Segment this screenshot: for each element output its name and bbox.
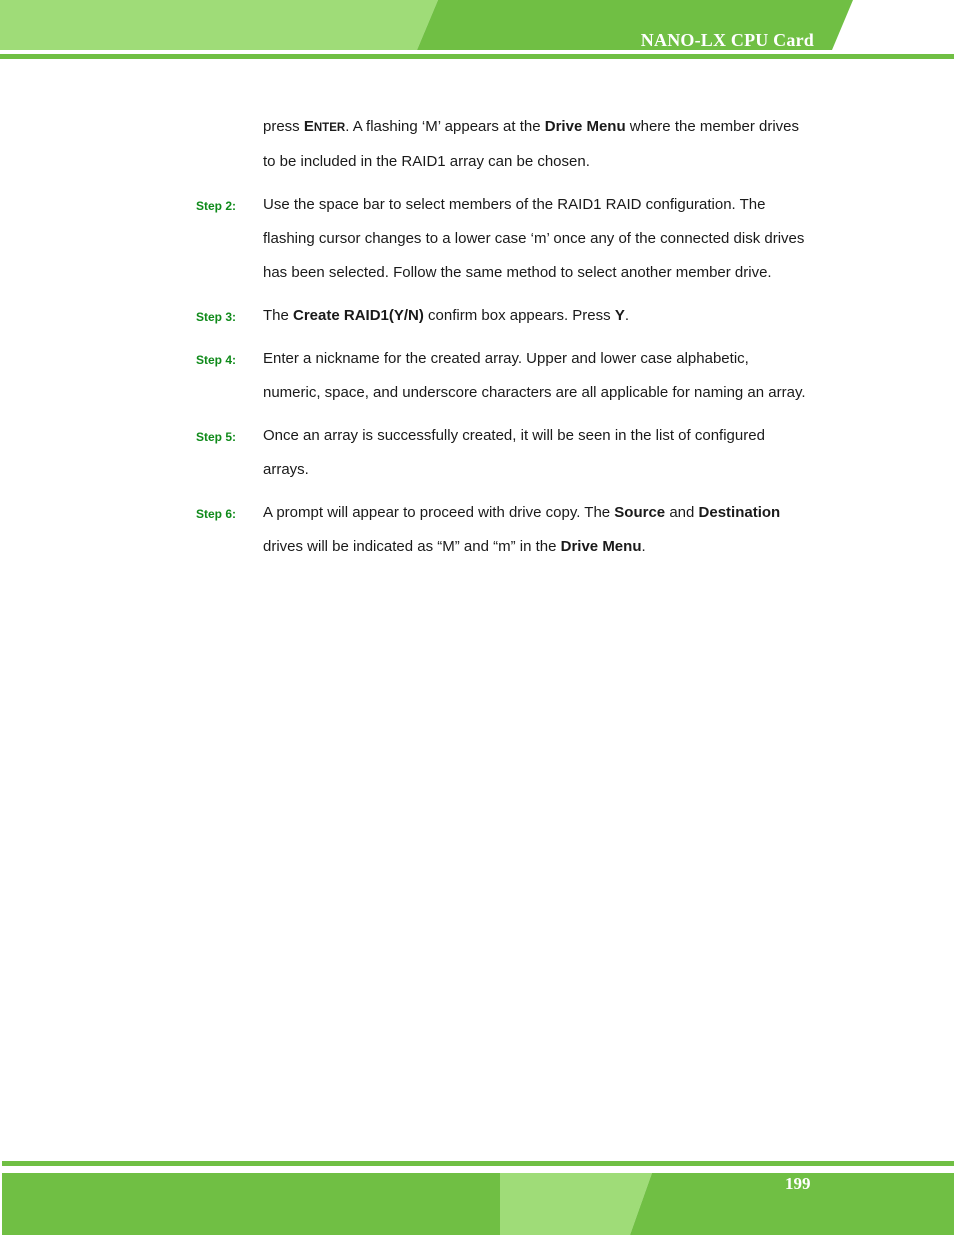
document-body — [0, 110, 954, 573]
step-3 — [0, 299, 954, 333]
step-2 — [0, 188, 954, 290]
step-label: Step 6: — [196, 507, 237, 521]
step-6 — [0, 496, 954, 564]
step-label: Step 3: — [196, 310, 237, 324]
page-footer — [0, 1158, 954, 1235]
step-label: Step 5: — [196, 430, 237, 444]
step-5 — [0, 419, 954, 487]
header-title: NANO-LX CPU Card — [640, 30, 814, 50]
step-text: Enter a nickname for the created array. Upper and lower case alphabetic, numeric, space, and underscore characters are all applicable for naming an array. — [263, 350, 806, 401]
step-text: Use the space bar to select members of the RAID1 RAID configuration. The flashing cursor changes to a lower case ‘m’ once any of the connected disk drives has been selected. Follow the same method to select another member drive. — [263, 196, 805, 281]
step-label: Step 4: — [196, 353, 237, 367]
step-4 — [0, 342, 954, 410]
page-number: 199 — [785, 1174, 811, 1193]
page-header — [0, 0, 954, 60]
step-text: The Create RAID1(Y/N) confirm box appears. Press Y. — [263, 307, 629, 324]
step-text: A prompt will appear to proceed with drive copy. The Source and Destination drives will be indicated as “M” and “m” in the Drive Menu. — [263, 504, 781, 555]
intro-paragraph: press ENTER. A flashing ‘M’ appears at the Drive Menu where the member drives to be included in the RAID1 array can be chosen. — [263, 118, 800, 170]
step-text: Once an array is successfully created, it will be seen in the list of configured arrays. — [263, 427, 765, 478]
footer-banner — [0, 1158, 954, 1235]
step-label: Step 2: — [196, 199, 237, 213]
